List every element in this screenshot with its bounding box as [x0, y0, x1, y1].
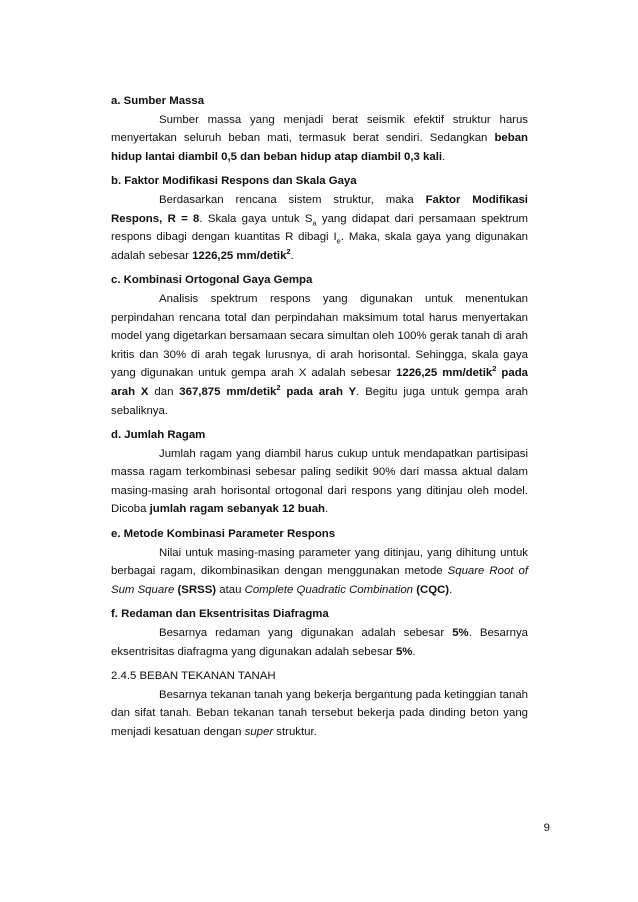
text-run: . Besarnya eksentrisitas diafragma yang digunakan adalah sebesar [111, 627, 528, 658]
text-run: 1226,25 mm/detik [396, 367, 493, 380]
italic-text: Square Root of Sum Square [111, 565, 528, 596]
text-run: Sumber massa yang menjadi berat seismik efektif struktur harus menyertakan seluruh beban mati, termasuk berat sendiri. Sedangkan [111, 113, 528, 145]
section-heading: d. Jumlah Ragam [111, 429, 206, 442]
section-heading: c. Kombinasi Ortogonal Gaya Gempa [111, 274, 313, 287]
text-run: . Skala gaya untuk S [199, 212, 313, 225]
section-paragraph [111, 686, 528, 742]
bold-text: (SRSS) [177, 583, 217, 596]
text-run: Jumlah ragam yang diambil harus cukup untuk mendapatkan partisipasi massa ragam terkombinasi sebesar paling sedikit 90% dari massa aktual dalam masing-masing arah horisontal ortogonal dari respons yang ditinjau oleh model. Dicoba [111, 447, 528, 516]
text-run: . [324, 503, 329, 516]
section-faktor-modifikasi [111, 172, 528, 265]
section-paragraph [111, 290, 528, 420]
superscript: 2 [492, 364, 497, 374]
text-run: . Maka, skala gaya yang digunakan adalah sebesar [111, 231, 528, 262]
text-run: Nilai untuk masing-masing parameter yang ditinjau, yang dihitung untuk berbagai ragam, dikombinasikan dengan menggunakan metode [111, 546, 528, 578]
text-run: dan [148, 385, 180, 398]
text-run: atau [216, 583, 245, 596]
section-beban-tekanan-tanah [111, 667, 528, 741]
section-paragraph [111, 624, 528, 661]
bold-text: Faktor Modifikasi Respons, R = 8 [111, 193, 528, 225]
superscript: 2 [276, 383, 281, 393]
bold-text: 5% [452, 627, 469, 640]
text-run: pada arah Y [280, 385, 357, 398]
text-run: pada arah X [111, 367, 528, 398]
section-jumlah-ragam [111, 426, 528, 519]
section-paragraph [111, 544, 528, 600]
section-paragraph [111, 445, 528, 519]
text-run: Analisis spektrum respons yang digunakan untuk menentukan perpindahan rencana total dan perpindahan maksimum total harus menyertakan model yang digetarkan bersamaan secara simultan oleh 100% gerak tanah di arah kritis dan 30% di arah tegak lurusnya, di arah horisontal. Sehingga, skala gaya yang digunakan untuk gempa arah X adalah sebesar [111, 292, 528, 380]
bold-text: beban hidup lantai diambil 0,5 dan beban hidup atap diambil 0,3 kali [111, 132, 528, 163]
page-number: 9 [543, 822, 550, 834]
bold-text [179, 383, 357, 398]
section-paragraph [111, 111, 528, 167]
section-heading: f. Redaman dan Eksentrisitas Diafragma [111, 608, 329, 621]
section-redaman [111, 605, 528, 661]
section-heading: e. Metode Kombinasi Parameter Respons [111, 528, 336, 541]
subscript: a [312, 217, 317, 227]
text-run: . [449, 583, 453, 596]
text-run: Besarnya tekanan tanah yang bekerja bergantung pada ketinggian tanah dan sifat tanah. Beban tekanan tanah tersebut bekerja pada dinding beton yang menjadi kesatuan dengan [111, 688, 528, 738]
text-run: . [412, 645, 416, 658]
section-heading: b. Faktor Modifikasi Respons dan Skala Gaya [111, 175, 357, 188]
text-run: Besarnya redaman yang digunakan adalah sebesar [159, 627, 453, 640]
text-run: . [290, 249, 294, 262]
section-paragraph [111, 191, 528, 265]
bold-text [192, 246, 291, 262]
bold-text: 5% [395, 645, 413, 658]
section-heading: a. Sumber Massa [111, 95, 205, 107]
section-sumber-massa [111, 92, 528, 166]
subsection-heading: 2.4.5 BEBAN TEKANAN TANAH [111, 670, 276, 683]
section-metode-kombinasi [111, 525, 528, 599]
text-run: . Begitu juga untuk gempa arah sebaliknya. [111, 385, 528, 417]
text-run: yang didapat dari persamaan spektrum respons dibagi dengan kuantitas R dibagi I [111, 212, 528, 244]
text-run: Berdasarkan rencana sistem struktur, maka [159, 193, 426, 206]
text-run: . [442, 150, 446, 163]
superscript: 2 [286, 246, 291, 256]
subscript: e [336, 236, 341, 246]
text-run: struktur. [273, 726, 317, 738]
bold-text: jumlah ragam sebanyak 12 buah [149, 503, 325, 516]
italic-text: super [244, 726, 274, 738]
text-run: 1226,25 mm/detik [192, 249, 287, 262]
page-content [111, 92, 528, 748]
italic-text: Complete Quadratic Combination [244, 583, 414, 596]
bold-text: (CQC) [416, 583, 450, 596]
section-kombinasi-ortogonal [111, 271, 528, 420]
text-run: 367,875 mm/detik [179, 385, 277, 398]
